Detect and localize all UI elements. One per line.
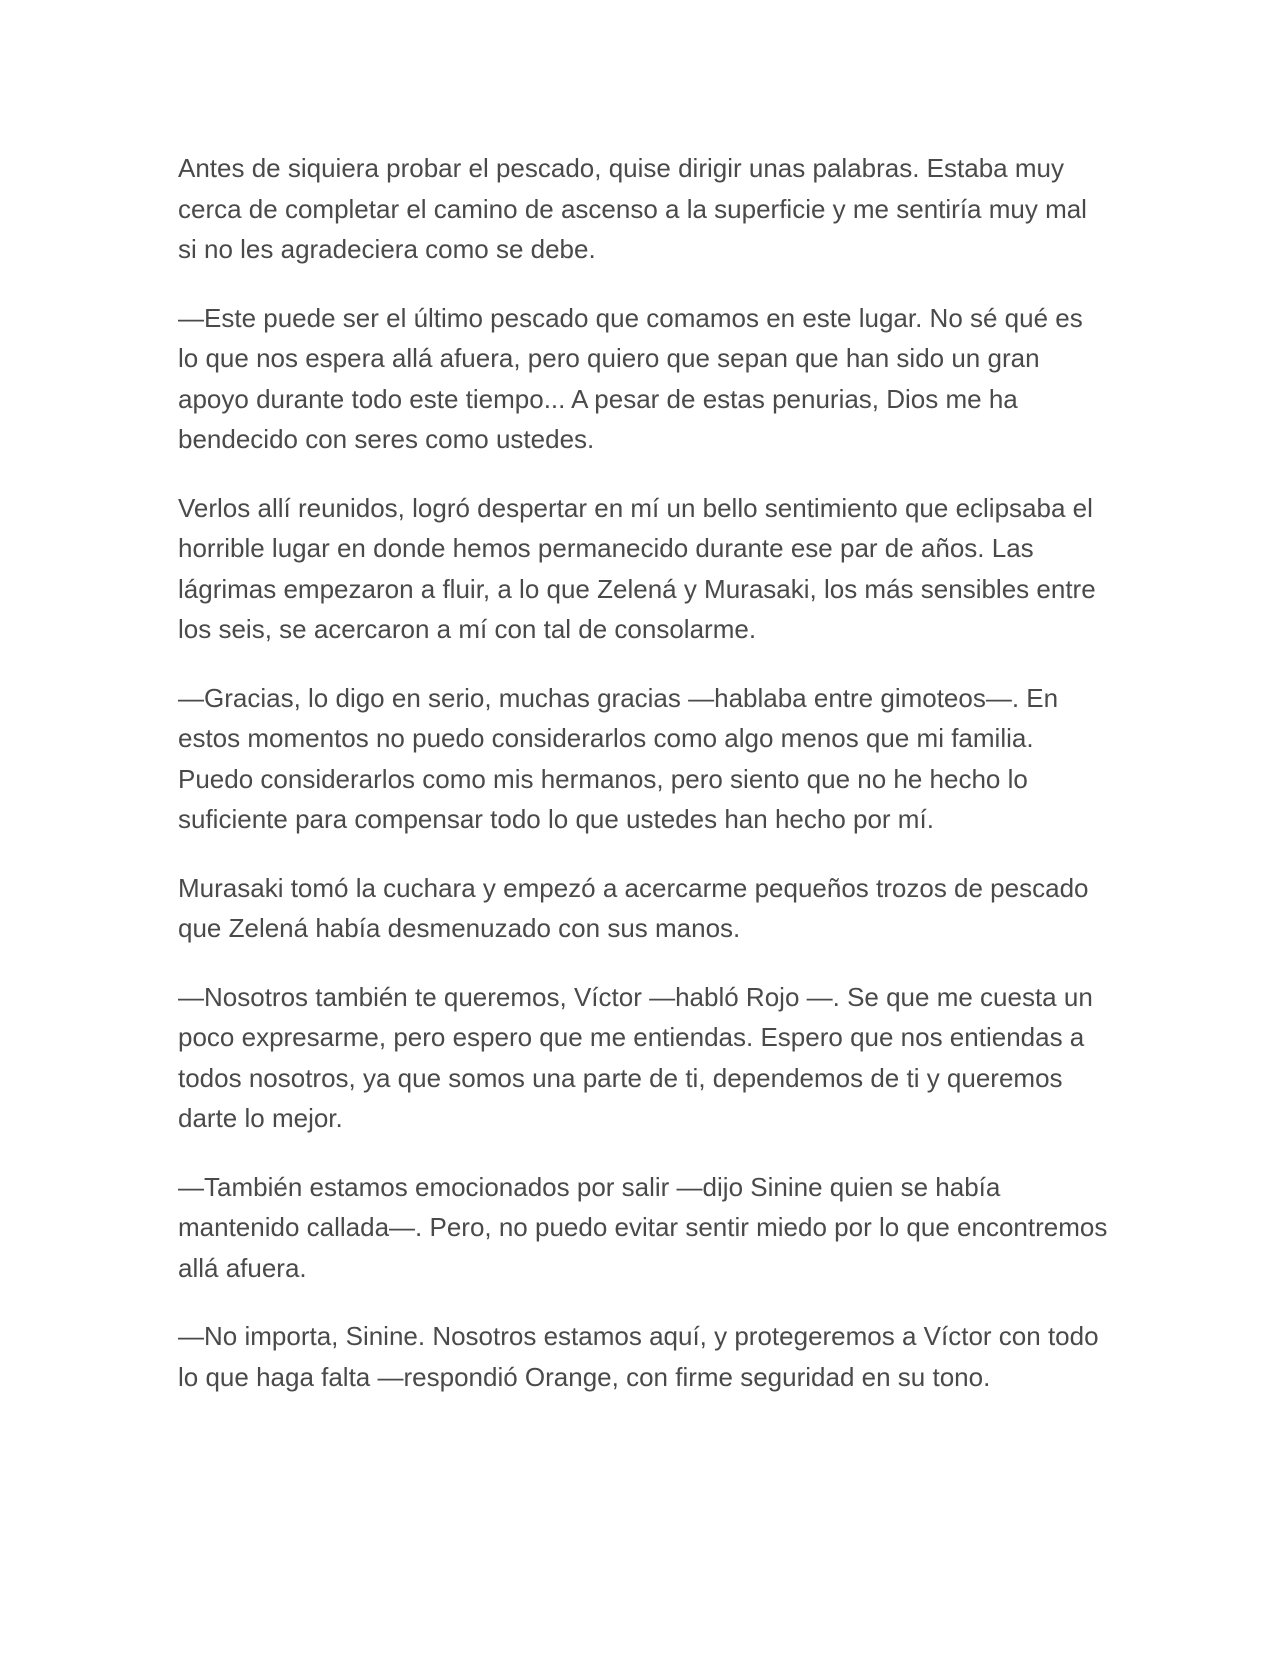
paragraph: Murasaki tomó la cuchara y empezó a acercarme pequeños trozos de pescado que Zelená había desmenuzado con sus manos.: [178, 872, 1089, 943]
paragraph: —Nosotros también te queremos, Víctor —habló Rojo —. Se que me cuesta un poco expresarme, pero espero que me entiendas. Espero que nos entiendas a todos nosotros, ya que somos una parte de ti, dependemos de ti y queremos darte lo mejor.: [178, 981, 1093, 1133]
paragraph: Verlos allí reunidos, logró despertar en mí un bello sentimiento que eclipsaba el horrible lugar en donde hemos permanecido durante ese par de años. Las lágrimas empezaron a fluir, a lo que Zelená y Murasaki, los más sensibles entre los seis, se acercaron a mí con tal de consolarme.: [178, 492, 1096, 644]
document-body: [178, 148, 1108, 1425]
paragraph: —Gracias, lo digo en serio, muchas gracias —hablaba entre gimoteos—. En estos momentos no puedo considerarlos como algo menos que mi familia. Puedo considerarlos como mis hermanos, pero siento que no he hecho lo suficiente para compensar todo lo que ustedes han hecho por mí.: [178, 682, 1059, 834]
paragraph: —Este puede ser el último pescado que comamos en este lugar. No sé qué es lo que nos espera allá afuera, pero quiero que sepan que han sido un gran apoyo durante todo este tiempo... A pesar de estas penurias, Dios me ha bendecido con seres como ustedes.: [178, 302, 1083, 454]
paragraph: —También estamos emocionados por salir —dijo Sinine quien se había mantenido callada—. Pero, no puedo evitar sentir miedo por lo que encontremos allá afuera.: [178, 1171, 1108, 1283]
paragraph: Antes de siquiera probar el pescado, quise dirigir unas palabras. Estaba muy cerca de completar el camino de ascenso a la superficie y me sentiría muy mal si no les agradeciera como se debe.: [178, 153, 1087, 264]
paragraph: —No importa, Sinine. Nosotros estamos aquí, y protegeremos a Víctor con todo lo que haga falta —respondió Orange, con firme seguridad en su tono.: [178, 1321, 1099, 1392]
